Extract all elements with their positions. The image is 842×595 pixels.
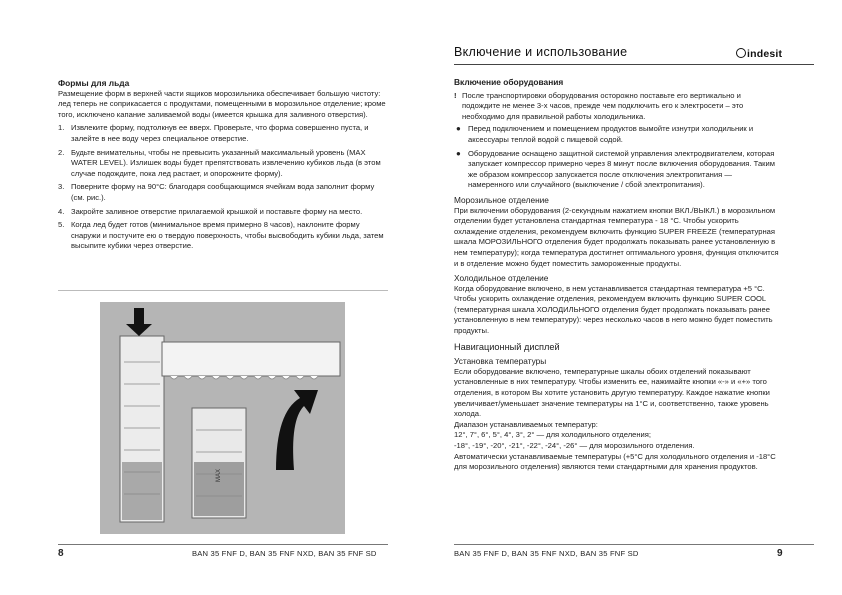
temp-text: Если оборудование включено, температурные шкалы обоих отделений показывают установленные в них температуру. Чтобы изменить ее, нажимайте кнопки «-» и «+» того отделения, в котором Вы хотите установить другую температуру. Каждое нажатие кнопки увеличивает/уменьшает значение температуры на 1°С и, соответственно, также уровень холода.	[454, 366, 770, 419]
nav-heading: Навигационный дисплей	[454, 341, 560, 352]
auto-text: Автоматически устанавливаемые температуры (+5°С для холодильного отделения и -18°С для морозильного отделения) являются теми стандартными для хранения продуктов.	[454, 451, 776, 472]
right-content	[454, 77, 779, 473]
list-item: ● Оборудование оснащено защитной системой управления электродвигателем, которая запускает компрессор примерно через 8 минут после включения оборудования. Таким же образом компрессор запускается после отключения электропитания — намеренного или случайного (выключение / сбой электропитания).	[456, 148, 775, 190]
fridge-heading: Холодильное отделение	[454, 273, 549, 284]
max-level-label: MAX	[216, 468, 222, 482]
page-number: 8	[58, 548, 64, 559]
section-heading: Включение оборудования	[454, 77, 564, 87]
list-item: 2. Будьте внимательны, чтобы не превысить указанный максимальный уровень (MAX WATER LEVEL). Излишек воды будет препятствовать извлечению кубиков льда (в этом случае подождите, пока лед растает, и опорожните форму).	[58, 147, 381, 178]
bullet-icon: ●	[456, 148, 461, 158]
water-level-upright	[122, 462, 162, 520]
range-freezer: -18°, -19°, -20°, -21°, -22°, -24°, -26° — для морозильного отделения.	[454, 441, 695, 450]
title-rule	[454, 64, 814, 65]
list-item: 1. Извлеките форму, подтолкнув ее вверх. Проверьте, что форма совершенно пуста, и залейте в нее воду через специальное отверстие.	[58, 123, 369, 143]
range-fridge: 12°, 7°, 6°, 5°, 4°, 3°, 2° — для холодильного отделения;	[454, 430, 652, 440]
tray-horizontal	[162, 342, 340, 376]
list-item: 4. Закройте заливное отверстие прилагаемой крышкой и поставьте форму на место.	[58, 206, 363, 216]
right-page	[421, 0, 842, 595]
warning-icon: !	[454, 90, 457, 100]
temp-heading: Установка температуры	[454, 356, 547, 367]
ice-tray-heading: Формы для льда	[58, 78, 130, 88]
list-item: ● Перед подключением и помещением продуктов вымойте изнутри холодильник и аксессуары теплой водой с пищевой содой.	[456, 124, 754, 144]
ice-tray-intro: Размещение форм в верхней части ящиков морозильника обеспечивает большую чистоту: лед теперь не соприкасается с продуктами, помещенными в морозильное отделение; кроме того, исключено капание заливаемой воды (имеется крышка для заливного отверстия).	[58, 88, 386, 119]
footer-rule	[454, 544, 814, 545]
freezer-text: При включении оборудования (2-секундным нажатием кнопки ВКЛ./ВЫКЛ.) в морозильном отделении будет установлена стандартная температура - 18 °С. Чтобы ускорить охлаждение отделения, рекомендуем включить функцию SUPER FREEZE (температурная шкала МОРОЗИЛЬНОГО отделения будет продолжать показывать ранее установленную в нем температуру); когда температура достигнет оптимального уровня, функция отключится и в отделение можно будет поместить замороженные продукты.	[454, 205, 779, 268]
footer-rule	[58, 544, 388, 545]
brand-logo: indesit	[736, 48, 782, 60]
freezer-heading: Морозильное отделение	[454, 194, 549, 205]
ice-tray-section	[58, 78, 388, 255]
model-line: BAN 35 FNF D, BAN 35 FNF NXD, BAN 35 FNF SD	[454, 549, 639, 558]
list-item: 3. Поверните форму на 90°С: благодаря сообщающимся ячейкам вода заполнит форму (см. рис.).	[58, 182, 375, 202]
bullet-list	[454, 124, 779, 191]
page-title: Включение и использование	[454, 45, 628, 59]
divider	[58, 290, 388, 291]
warning-note: ! После транспортировки оборудования осторожно поставьте его вертикально и подождите не менее 3-х часов, прежде чем подключить его к электросети – это необходимо для правильной работы холодильника.	[454, 90, 744, 121]
ice-tray-illustration	[100, 302, 345, 534]
list-item: 5. Когда лед будет готов (минимальное время примерно 8 часов), наклоните форму снаружи и постучите ею о твердую поверхность, чтобы высвободить кубики льда, затем высыпите кубики через отверстие.	[58, 220, 384, 251]
page-number: 9	[777, 548, 783, 559]
bullet-icon: ●	[456, 124, 461, 134]
range-title: Диапазон устанавливаемых температур:	[454, 419, 598, 429]
fridge-text: Когда оборудование включено, в нем устанавливается стандартная температура +5 °С. Чтобы ускорить охлаждение отделения, рекомендуем включить функцию SUPER COOL (температурная шкала ХОЛОДИЛЬНОГО отделения будет продолжать показывать ранее установленную в нем температуру): через несколько часов в него можно будет поместить продукты.	[454, 283, 773, 336]
ice-tray-steps	[58, 123, 388, 252]
model-line: BAN 35 FNF D, BAN 35 FNF NXD, BAN 35 FNF SD	[192, 549, 377, 558]
logo-icon	[736, 48, 746, 58]
